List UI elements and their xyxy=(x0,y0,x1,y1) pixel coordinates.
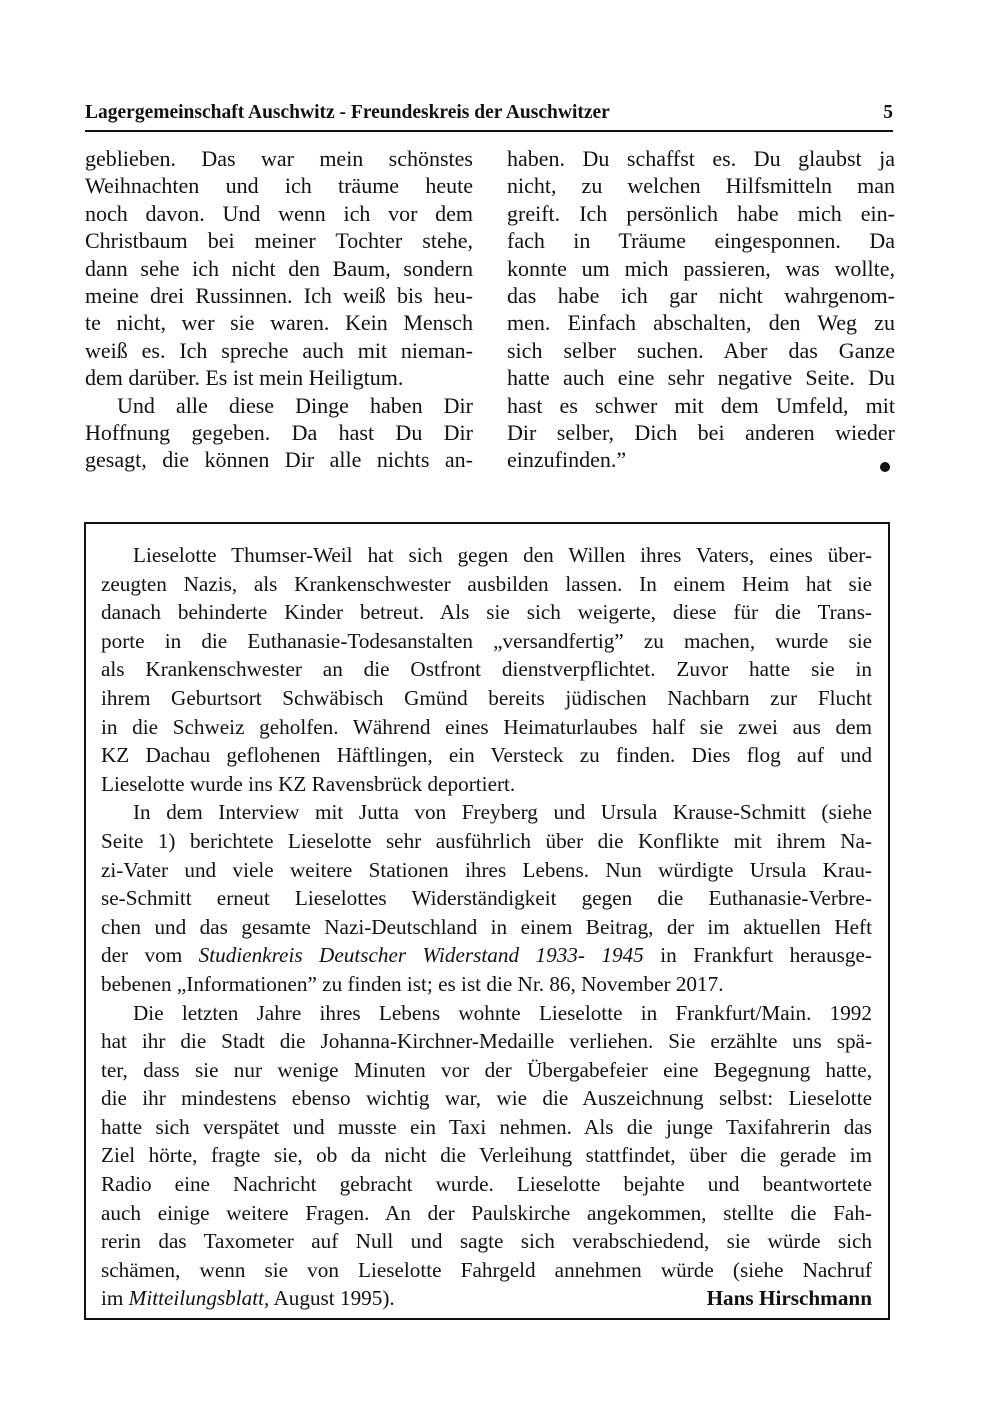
text-line: ter, dass sie nur wenige Minuten vor der Übergabefeier eine Begegnung hatte, xyxy=(101,1057,872,1082)
text-segment: August 1995). xyxy=(269,1286,395,1311)
text-line: hat ihr die Stadt die Johanna-Kirchner-Medaille verliehen. Sie erzählte uns spä- xyxy=(101,1029,872,1054)
text-line: te nicht, wer sie waren. Kein Mensch xyxy=(85,310,473,336)
text-line: bebenen „Informationen” zu finden ist; es ist die Nr. 86, November 2017. xyxy=(101,971,724,996)
text-line: gesagt, die können Dir alle nichts an- xyxy=(85,447,473,473)
text-line: hast es schwer mit dem Umfeld, mit xyxy=(507,392,895,418)
text-line: Und alle diese Dinge haben Dir xyxy=(117,392,473,418)
text-line: das habe ich gar nicht wahrgenom- xyxy=(507,282,895,308)
text-line: meine drei Russinnen. Ich weiß bis heu- xyxy=(85,282,473,308)
text-line: nicht, zu welchen Hilfsmitteln man xyxy=(507,173,895,199)
text-line: chen und das gesamte Nazi-Deutschland in einem Beitrag, der im aktuellen Heft xyxy=(101,914,872,939)
text-line: Radio eine Nachricht gebracht wurde. Lieselotte bejahte und beantwortete xyxy=(101,1172,872,1197)
text-line: sich selber suchen. Aber das Ganze xyxy=(507,337,895,363)
text-line: zeugten Nazis, als Krankenschwester ausbilden lassen. In einem Heim hat sie xyxy=(101,571,872,596)
text-line: ihrem Geburtsort Schwäbisch Gmünd bereits jüdischen Nachbarn zur Flucht xyxy=(101,685,872,710)
author-signature: Hans Hirschmann xyxy=(706,1286,872,1311)
text-line: konnte um mich passieren, was wollte, xyxy=(507,255,895,281)
text-line: geblieben. Das war mein schönstes xyxy=(85,146,473,171)
text-segment: in Frankfurt herausge- xyxy=(643,943,872,968)
running-header xyxy=(85,100,893,132)
text-line: danach behinderte Kinder betreut. Als sie sich weigerte, diese für die Trans- xyxy=(101,600,872,625)
text-line: In dem Interview mit Jutta von Freyberg und Ursula Krause-Schmitt (siehe xyxy=(133,800,872,825)
text-line: Hoffnung gegeben. Da hast Du Dir xyxy=(85,419,473,445)
page-number: 5 xyxy=(883,102,893,123)
text-line: auch einige weitere Fragen. An der Paulskirche angekommen, stellte die Fah- xyxy=(101,1200,872,1225)
text-line: men. Einfach abschalten, den Weg zu xyxy=(507,310,895,336)
text-line: einzufinden.” xyxy=(507,447,627,473)
text-line: schämen, wenn sie von Lieselotte Fahrgeld annehmen würde (siehe Nachruf xyxy=(101,1257,872,1282)
text-line: porte in die Euthanasie-Todesanstalten „versandfertig” zu machen, wurde sie xyxy=(101,628,872,653)
italic-title: Studienkreis Deutscher Widerstand 1933- 1945 xyxy=(198,943,644,968)
left-column xyxy=(85,145,473,474)
text-line: KZ Dachau geflohenen Häftlingen, ein Versteck zu finden. Dies flog auf und xyxy=(101,743,872,768)
text-line: Lieselotte Thumser-Weil hat sich gegen den Willen ihres Vaters, eines über- xyxy=(133,543,872,567)
text-line: rerin das Taxometer auf Null und sagte sich verabschiedend, sie würde sich xyxy=(101,1229,872,1254)
header-title: Lagergemeinschaft Auschwitz - Freundeskreis der Auschwitzer xyxy=(85,102,610,123)
text-line: Ziel hörte, fragte sie, ob da nicht die Verleihung stattfindet, über die gerade im xyxy=(101,1143,872,1168)
text-line: weiß es. Ich spreche auch mit nieman- xyxy=(85,337,473,363)
text-line: dem darüber. Es ist mein Heiligtum. xyxy=(85,365,404,391)
text-line: Weihnachten und ich träume heute xyxy=(85,173,473,199)
text-line: als Krankenschwester an die Ostfront dienstverpflichtet. Zuvor hatte sie in xyxy=(101,657,872,682)
right-column xyxy=(507,145,895,474)
text-line-with-italic xyxy=(101,941,872,970)
text-line: haben. Du schaffst es. Du glaubst ja xyxy=(507,146,895,171)
info-box-text xyxy=(101,541,872,1313)
text-line: zi-Vater und viele weitere Stationen ihres Lebens. Nun würdigte Ursula Krau- xyxy=(101,857,872,882)
text-line: Christbaum bei meiner Tochter stehe, xyxy=(85,228,473,254)
text-line: Lieselotte wurde ins KZ Ravensbrück deportiert. xyxy=(101,771,516,796)
closing-line xyxy=(101,1284,872,1313)
text-line: hatte sich verspätet und musste ein Taxi nehmen. Als die junge Taxifahrerin das xyxy=(101,1114,872,1139)
end-of-article-bullet-icon xyxy=(880,462,890,472)
text-line: fach in Träume eingesponnen. Da xyxy=(507,228,895,254)
text-line: se-Schmitt erneut Lieselottes Widerständigkeit gegen die Euthanasie-Verbre- xyxy=(101,886,872,911)
text-segment: im xyxy=(101,1286,129,1311)
text-line: die ihr mindestens ebenso wichtig war, wie die Auszeichnung selbst: Lieselotte xyxy=(101,1086,872,1111)
text-line: Seite 1) berichtete Lieselotte sehr ausführlich über die Konflikte mit ihrem Na- xyxy=(101,828,872,853)
text-line: noch davon. Und wenn ich vor dem xyxy=(85,200,473,226)
text-line: Die letzten Jahre ihres Lebens wohnte Lieselotte in Frankfurt/Main. 1992 xyxy=(133,1000,872,1025)
text-segment: der vom xyxy=(101,943,199,968)
text-line: greift. Ich persönlich habe mich ein- xyxy=(507,200,895,226)
text-line: hatte auch eine sehr negative Seite. Du xyxy=(507,365,895,391)
text-line: Dir selber, Dich bei anderen wieder xyxy=(507,419,895,445)
text-line: in die Schweiz geholfen. Während eines Heimaturlaubes half sie zwei aus dem xyxy=(101,714,872,739)
text-line: dann sehe ich nicht den Baum, sondern xyxy=(85,255,473,281)
italic-publication: Mitteilungsblatt, xyxy=(128,1286,270,1311)
